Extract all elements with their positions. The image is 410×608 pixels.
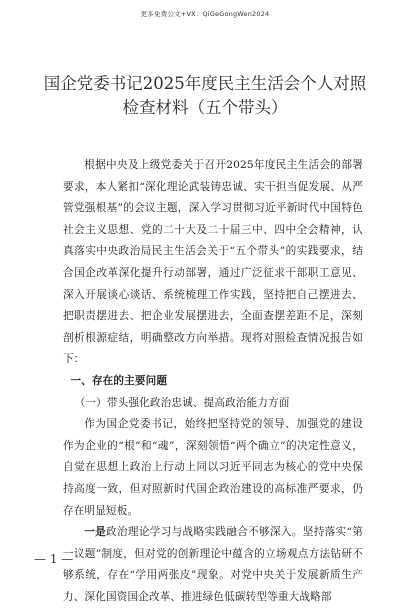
body-paragraph-2 [63, 522, 363, 608]
header-watermark: 更多免费公文+VX：QiGeGongWen2024 [140, 10, 270, 18]
intro-paragraph: 根据中央及上级党委关于召开2025年度民主生活会的部署要求，本人紧扣“深化理论武装铸忠诚、实干担当促发展、从严管党强根基”的会议主题，深入学习贯彻习近平新时代中国特色社会主义思想、党的二十大及二十届三中、四中全会精神，认真落实中央政治局民主生活会关于“五个带头”的实践要求，结合国企改革深化提升行动部署，通过广泛征求干部职工意见、深入开展谈心谈话、系统梳理工作实践，坚持把自己摆进去、把职责摆进去、把企业发展摆进去，全面查摆差距不足，深刻剖析根源症结，明确整改方向举措。现将对照检查情况报告如下： [63, 159, 363, 366]
subsection-heading: （一）带头强化政治忠诚、提高政治能力方面 [74, 396, 290, 409]
document-title: 国企党委书记2025年度民主生活会个人对照检查材料（五个带头） [43, 74, 367, 117]
body-paragraph: 作为国企党委书记，始终把坚持党的领导、加强党的建设作为企业的“根”和“魂”，深刻领悟“两个确立”的决定性意义，自觉在思想上政治上行动上同以习近平同志为核心的党中央保持高度一致，但对照新时代国企政治建设的高标准严要求，仍存在明显短板。 [63, 418, 363, 517]
document-body [63, 155, 363, 608]
paragraph-lead: 一是 [84, 526, 107, 539]
section-heading: 一、存在的主要问题 [70, 374, 168, 387]
paragraph-text: 政治理论学习与战略实践融合不够深入。坚持落实“第一议题”制度，但对党的创新理论中蕴含的立场观点方法钻研不够系统，存在“学用两张皮”现象。对党中央关于发展新质生产力、深化国资国企改革、推进绿色低碳转型等重大战略部 [63, 526, 363, 603]
page-number: — 1 — [34, 552, 74, 566]
